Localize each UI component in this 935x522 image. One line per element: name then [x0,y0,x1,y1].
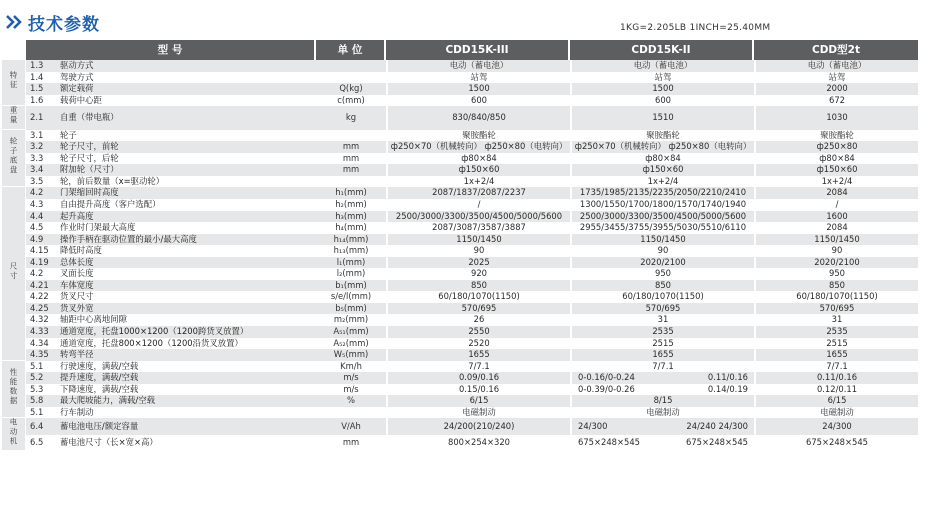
table-row [2,106,918,130]
table-row [2,418,918,435]
row-code: 4.33 [26,326,58,338]
title-text: 技术参数 [28,14,100,35]
row-name: 起升高度 [58,211,316,223]
model-3-value: 2084 [754,187,918,199]
row-name: 通道宽度，托盘1000×1200（1200跨货叉放置） [58,326,316,338]
model-3-value: ф150×60 [754,164,918,176]
model-3-value: 2020/2100 [754,257,918,269]
row-unit [316,176,386,188]
group-label [2,106,26,130]
model-3-value: 60/180/1070(1150) [754,291,918,303]
model-2-value [570,418,754,435]
row-name: 提升速度，满载/空载 [58,372,316,384]
model-2-subvalue: 0.14/0.19 [707,383,748,394]
model-1-value: 2087/3087/3587/3887 [386,222,570,234]
table-row [2,384,918,396]
row-unit: h₄(mm) [316,222,386,234]
row-code: 4.34 [26,338,58,350]
section-title [6,8,100,36]
row-code: 3.5 [26,176,58,188]
table-row [2,280,918,292]
model-2-value: 2515 [570,338,754,350]
row-code: 3.3 [26,153,58,165]
row-code: 1.4 [26,72,58,84]
table-row [2,291,918,303]
row-code: 4.15 [26,245,58,257]
model-2-subvalue: 24/240 24/300 [686,420,748,431]
header-model-2: CDD15K-II [570,40,754,60]
model-2-value: 2955/3455/3755/3955/5030/5510/6110 [570,222,754,234]
row-code: 3.1 [26,130,58,142]
model-2-value [570,435,754,452]
group-label-text: 性能数据 [9,368,18,407]
model-1-value: 电磁制动 [386,407,570,419]
row-name: 蓄电池尺寸（长×宽×高） [58,435,316,452]
table-row [2,257,918,269]
model-1-value: 2550 [386,326,570,338]
row-code: 4.25 [26,303,58,315]
table-row [2,303,918,315]
table-row [2,395,918,407]
row-unit: c(mm) [316,95,386,107]
model-2-value: 1500 [570,83,754,95]
row-code: 6.5 [26,435,58,452]
table-row [2,268,918,280]
model-3-value: 1030 [754,106,918,130]
unit-conversion-note: 1KG=2.205LB 1INCH=25.40MM [620,23,771,33]
row-name: 作业时门架最大高度 [58,222,316,234]
row-name: 蓄电池电压/额定容量 [58,418,316,435]
row-unit: s/e/l(mm) [316,291,386,303]
row-name: 货叉尺寸 [58,291,316,303]
model-1-value: 850 [386,280,570,292]
model-2-value: 站驾 [570,72,754,84]
table-row [2,141,918,153]
model-2-value: 2020/2100 [570,257,754,269]
model-3-value: / [754,199,918,211]
model-3-value: 675×248×545 [754,435,918,452]
table-row [2,199,918,211]
row-name: 轴距中心离地间隙 [58,314,316,326]
group-label-text: 轮子底盘 [9,137,18,176]
model-3-value: 950 [754,268,918,280]
row-name: 行驶速度，满载/空载 [58,361,316,373]
model-2-value [570,372,754,384]
row-unit: Q(kg) [316,83,386,95]
row-name: 驱动方式 [58,60,316,72]
row-name: 载荷中心距 [58,95,316,107]
row-unit: V/Ah [316,418,386,435]
model-1-value: 1500 [386,83,570,95]
table-row [2,60,918,72]
model-2-value: 60/180/1070(1150) [570,291,754,303]
model-3-value: ф250×80 [754,141,918,153]
table-row [2,234,918,246]
model-3-value: 2515 [754,338,918,350]
model-3-value: 7/7.1 [754,361,918,373]
row-unit [316,130,386,142]
row-code: 4.3 [26,199,58,211]
row-name: 门架缩回时高度 [58,187,316,199]
model-2-value: 600 [570,95,754,107]
table-row [2,83,918,95]
table-row [2,187,918,199]
model-1-value: / [386,199,570,211]
row-name: 转弯半径 [58,349,316,361]
model-3-value: 电磁制动 [754,407,918,419]
row-unit: m/s [316,384,386,396]
table-row [2,164,918,176]
model-3-value: 1600 [754,211,918,223]
row-name: 通道宽度，托盘800×1200（1200沿货叉放置） [58,338,316,350]
group-label-text: 特征 [9,71,18,91]
row-code: 1.3 [26,60,58,72]
row-name: 叉面长度 [58,268,316,280]
row-unit [316,60,386,72]
row-code: 1.6 [26,95,58,107]
model-1-value: 830/840/850 [386,106,570,130]
model-2-value: 聚胺酯轮 [570,130,754,142]
model-2-value [570,384,754,396]
row-code: 4.4 [26,211,58,223]
model-3-value: 24/300 [754,418,918,435]
group-label-text: 重量 [9,106,18,126]
row-unit: kg [316,106,386,130]
model-1-value: 聚胺酯轮 [386,130,570,142]
model-2-value: 2500/3000/3300/3500/4500/5000/5600 [570,211,754,223]
row-unit: l₁(mm) [316,257,386,269]
model-1-value: 0.09/0.16 [386,372,570,384]
model-1-value: 26 [386,314,570,326]
group-label [2,418,26,451]
model-2-value: 2535 [570,326,754,338]
model-2-subvalue: 24/300 [578,420,608,431]
row-name: 自由提升高度（客户选配） [58,199,316,211]
model-3-value: 2535 [754,326,918,338]
model-1-value: ф150×60 [386,164,570,176]
table-row [2,407,918,419]
header-model-3: CDD型2t [754,40,918,60]
double-chevron-icon [6,14,24,30]
row-unit: mm [316,141,386,153]
model-3-value: 850 [754,280,918,292]
table-row [2,361,918,373]
row-unit: A₅₁(mm) [316,326,386,338]
row-unit: l₂(mm) [316,268,386,280]
group-label [2,130,26,188]
model-1-value: 24/200(210/240) [386,418,570,435]
row-unit: h₁(mm) [316,187,386,199]
row-code: 4.22 [26,291,58,303]
model-2-subvalue: 675×248×545 [686,437,748,448]
row-unit: mm [316,164,386,176]
model-3-value: 0.12/0.11 [754,384,918,396]
group-label [2,60,26,106]
row-unit [316,407,386,419]
table-row [2,95,918,107]
model-3-value: 6/15 [754,395,918,407]
row-name: 额定载荷 [58,83,316,95]
row-name: 行车制动 [58,407,316,419]
row-name: 总体长度 [58,257,316,269]
row-unit [316,72,386,84]
model-1-value: 7/7.1 [386,361,570,373]
model-1-value: 2520 [386,338,570,350]
table-row [2,314,918,326]
table-row [2,211,918,223]
model-1-value: 6/15 [386,395,570,407]
row-code: 4.19 [26,257,58,269]
model-1-value: 0.15/0.16 [386,384,570,396]
row-code: 4.21 [26,280,58,292]
row-unit: mm [316,153,386,165]
model-3-value: 1655 [754,349,918,361]
model-2-value: 1655 [570,349,754,361]
model-1-value: ф250×70（机械转向） ф250×80（电转向） [386,141,570,153]
row-code: 3.2 [26,141,58,153]
spec-table [2,40,918,451]
row-unit: A₅₂(mm) [316,338,386,350]
row-name: 最大爬坡能力，满载/空载 [58,395,316,407]
row-unit: b₅(mm) [316,303,386,315]
model-2-value: 31 [570,314,754,326]
row-name: 下降速度，满载/空载 [58,384,316,396]
model-1-value: 1150/1450 [386,234,570,246]
row-code: 4.5 [26,222,58,234]
row-code: 5.1 [26,407,58,419]
row-unit: h₁₄(mm) [316,234,386,246]
model-2-subvalue: 0-0.16/0-0.24 [578,372,635,383]
model-2-value: 1735/1985/2135/2235/2050/2210/2410 [570,187,754,199]
table-row [2,72,918,84]
row-unit: mm [316,435,386,452]
row-code: 3.4 [26,164,58,176]
model-2-value: 950 [570,268,754,280]
model-3-value: 站驾 [754,72,918,84]
header-unit: 单 位 [316,40,386,60]
table-row [2,222,918,234]
row-name: 货叉外宽 [58,303,316,315]
model-2-value: 1300/1550/1700/1800/1570/1740/1940 [570,199,754,211]
model-1-value: 570/695 [386,303,570,315]
group-label [2,361,26,419]
model-3-value: 电动（蓄电池） [754,60,918,72]
row-unit: m/s [316,372,386,384]
row-unit: % [316,395,386,407]
model-1-value: 60/180/1070(1150) [386,291,570,303]
row-name: 附加轮（尺寸） [58,164,316,176]
model-3-value: 2000 [754,83,918,95]
row-code: 4.9 [26,234,58,246]
row-unit: W₅(mm) [316,349,386,361]
row-unit: b₁(mm) [316,280,386,292]
table-header-row [2,40,918,60]
row-name: 轮，前后数量（x=驱动轮） [58,176,316,188]
row-code: 4.2 [26,268,58,280]
model-1-value: 1x+2/4 [386,176,570,188]
row-unit: h₂(mm) [316,199,386,211]
model-2-value: ф250×70（机械转向） ф250×80（电转向） [570,141,754,153]
group-label-text: 电动机 [9,418,18,447]
table-row [2,338,918,350]
header-model: 型 号 [26,40,316,60]
row-name: 驾驶方式 [58,72,316,84]
model-3-value: ф80×84 [754,153,918,165]
table-row [2,176,918,188]
model-2-value: 90 [570,245,754,257]
table-row [2,435,918,452]
model-2-value: 电磁制动 [570,407,754,419]
table-row [2,326,918,338]
row-code: 5.1 [26,361,58,373]
model-1-value: 600 [386,95,570,107]
row-name: 轮子 [58,130,316,142]
model-2-value: 7/7.1 [570,361,754,373]
row-code: 5.2 [26,372,58,384]
model-1-value: ф80×84 [386,153,570,165]
row-code: 5.8 [26,395,58,407]
row-code: 4.35 [26,349,58,361]
model-3-value: 90 [754,245,918,257]
model-1-value: 90 [386,245,570,257]
model-3-value: 1x+2/4 [754,176,918,188]
model-2-value: 1510 [570,106,754,130]
model-2-value: ф150×60 [570,164,754,176]
table-row [2,349,918,361]
model-2-value: ф80×84 [570,153,754,165]
model-3-value: 672 [754,95,918,107]
model-2-subvalue: 0.11/0.16 [707,372,748,383]
model-1-value: 2500/3000/3300/3500/4500/5000/5600 [386,211,570,223]
row-name: 车体宽度 [58,280,316,292]
model-3-value: 0.11/0.16 [754,372,918,384]
model-2-value: 1150/1450 [570,234,754,246]
model-2-value: 8/15 [570,395,754,407]
row-name: 轮子尺寸，前轮 [58,141,316,153]
model-1-value: 站驾 [386,72,570,84]
row-code: 4.32 [26,314,58,326]
row-name: 轮子尺寸，后轮 [58,153,316,165]
row-name: 操作手柄在驱动位置的最小/最大高度 [58,234,316,246]
table-row [2,153,918,165]
row-unit: h₁₃(mm) [316,245,386,257]
model-3-value: 570/695 [754,303,918,315]
model-1-value: 2025 [386,257,570,269]
row-unit: Km/h [316,361,386,373]
header-blank [2,40,26,60]
model-1-value: 920 [386,268,570,280]
row-code: 4.2 [26,187,58,199]
model-3-value: 1150/1450 [754,234,918,246]
row-code: 1.5 [26,83,58,95]
table-row [2,245,918,257]
model-1-value: 800×254×320 [386,435,570,452]
model-2-value: 570/695 [570,303,754,315]
model-1-value: 1655 [386,349,570,361]
model-2-value: 电动（蓄电池） [570,60,754,72]
row-code: 2.1 [26,106,58,130]
model-3-value: 2084 [754,222,918,234]
row-unit: h₃(mm) [316,211,386,223]
model-1-value: 电动（蓄电池） [386,60,570,72]
row-name: 降低时高度 [58,245,316,257]
group-label [2,187,26,360]
table-row [2,130,918,142]
row-name: 自重（带电瓶） [58,106,316,130]
model-3-value: 31 [754,314,918,326]
row-code: 5.3 [26,384,58,396]
table-row [2,372,918,384]
model-3-value: 聚胺酯轮 [754,130,918,142]
row-code: 6.4 [26,418,58,435]
model-1-value: 2087/1837/2087/2237 [386,187,570,199]
model-2-subvalue: 675×248×545 [578,437,640,448]
row-unit: m₂(mm) [316,314,386,326]
model-2-value: 1x+2/4 [570,176,754,188]
header-model-1: CDD15K-III [386,40,570,60]
model-2-value: 850 [570,280,754,292]
group-label-text: 尺寸 [9,262,18,282]
model-2-subvalue: 0-0.39/0-0.26 [578,383,635,394]
